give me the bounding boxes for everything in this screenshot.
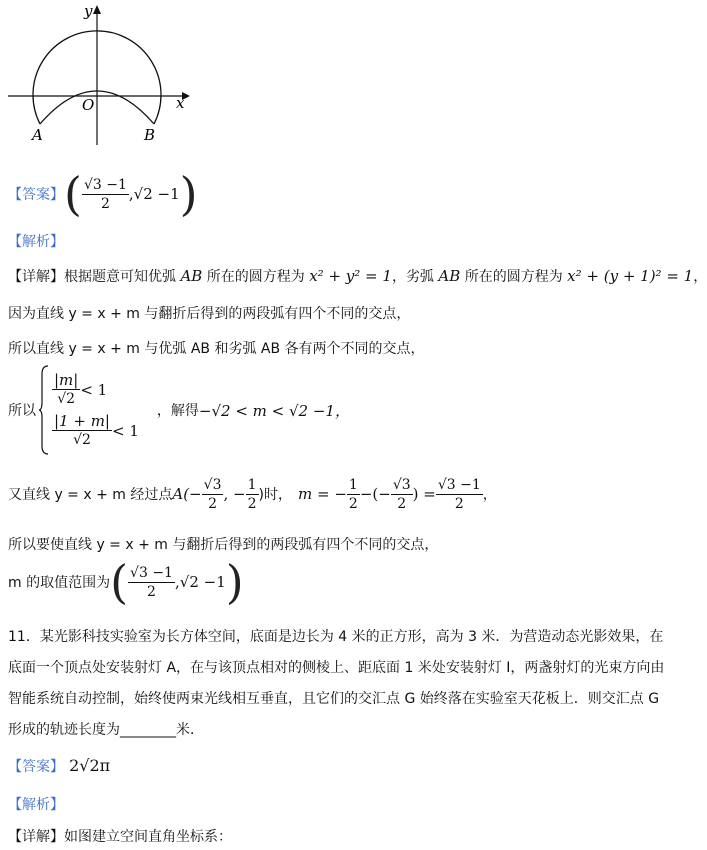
range-tail: 2 −1 [189, 573, 226, 591]
range-prefix: m 的取值范围为 [8, 575, 111, 591]
detail-text-1c: ，劣弧 [391, 269, 434, 285]
point-a-label: A [32, 126, 43, 144]
detail-text-1a: 根据题意可知优弧 [64, 269, 176, 285]
pointa-end: )时， [258, 487, 292, 503]
ineq1-fraction: $\frac{|m|}{√2}$ [54, 371, 79, 407]
range-fraction: $\frac{√3 -1}{2}$ [130, 564, 173, 600]
y-axis-arrow-icon [93, 5, 101, 14]
q11-line1: 11．某光影科技实验室为长方体空间，底面是边长为 4 米的正方形，高为 3 米．为营造动态光影效果，在 [8, 629, 664, 645]
detail-text-1b: 所在的圆方程为 [206, 269, 305, 285]
circle-equation-2: x² + (y + 1)² = 1 [567, 267, 694, 285]
detail2-text: 如图建立空间直角坐标系： [64, 829, 232, 845]
arc-ab-1: AB [180, 267, 203, 285]
left-paren: ( [64, 167, 82, 221]
line5-text: 又直线 y = x + m 经过点 [8, 487, 173, 503]
meq-fraction: $\frac{1}{2}$ [348, 476, 358, 512]
arc-ab-2: AB [438, 267, 461, 285]
detail-label: 【详解】 [8, 269, 64, 285]
q11-line2: 底面一个顶点处安装射灯 A，在与该顶点相对的侧棱上、距底面 1 米处安装射灯 I，两盏射灯的光束方向由 [8, 660, 665, 676]
line5-end: ， [482, 487, 497, 503]
answer2-row [8, 756, 110, 776]
analysis2-label: 【解析】 [8, 797, 64, 813]
answer2-label: 【答案】 [8, 759, 64, 775]
detail-line3: 所以直线 y = x + m 与优弧 AB 和劣弧 AB 各有两个不同的交点， [8, 341, 425, 357]
m3-fraction: $\frac{√3}{2}$ [392, 476, 411, 512]
answer1-tail: 2 −1 [143, 185, 180, 203]
detail2-label: 【详解】 [8, 829, 64, 845]
arc-figure [0, 0, 200, 150]
point-b-label: B [144, 126, 156, 144]
answer1-fraction: $\frac{√3 -1}{2}$ [83, 176, 127, 212]
detail2-line [8, 826, 232, 846]
detail-line5 [8, 470, 497, 518]
solve-expression: −√2 < m < √2 −1， [198, 401, 350, 420]
solve-text: ，解得 [156, 403, 199, 419]
range-row: m 的取值范围为 ( $\frac{√3 -1}{2}$ ,√2 −1 ) [8, 555, 244, 609]
ineq1-rhs: < 1 [80, 380, 108, 399]
ineq2-fraction: $\frac{|1 + m|}{√2}$ [54, 412, 110, 448]
detail-line2: 因为直线 y = x + m 与翻折后得到的两段弧有四个不同的交点， [8, 306, 411, 322]
m-eq: m = − [297, 485, 347, 503]
q11-line3: 智能系统自动控制，始终使两束光线相互垂直，且它们的交汇点 G 始终落在实验室天花板上．则交汇点 G [8, 691, 660, 707]
analysis1-label: 【解析】 [8, 234, 64, 250]
inequality-system-row [8, 362, 350, 458]
range-right-paren: ) [225, 555, 244, 609]
circle-equation-1: x² + y² = 1 [309, 267, 392, 285]
detail-text-1d: 所在的圆方程为 [464, 269, 563, 285]
m-eq2: ) = [412, 485, 436, 503]
left-brace-icon [38, 364, 50, 456]
x-label: x [176, 94, 185, 112]
right-paren: ) [179, 167, 198, 221]
detail-line6: 所以要使直线 y = x + m 与翻折后得到的两段弧有四个不同的交点， [8, 537, 439, 553]
m-minus: −(− [359, 485, 391, 503]
q11-line4: 形成的轨迹长度为________米． [8, 722, 204, 738]
answer1-row: 【答案】 ( $\frac{√3 -1}{2}$ ,√2 −1 ) [8, 167, 198, 221]
m4-fraction: $\frac{√3 -1}{2}$ [437, 476, 481, 512]
detail-line1 [8, 266, 707, 286]
pointa-sep: , − [223, 485, 246, 503]
pointa-x-fraction: $\frac{√3}{2}$ [203, 476, 222, 512]
answer-label: 【答案】 [8, 187, 64, 203]
y-label: y [84, 2, 93, 20]
pointa-y-fraction: $\frac{1}{2}$ [247, 476, 257, 512]
ineq2-rhs: < 1 [111, 421, 139, 440]
origin-label: O [82, 96, 95, 114]
point-a-coord: A(− [172, 485, 202, 503]
answer2-value: 2√2π [69, 756, 111, 775]
detail-text-1e: ， [693, 269, 707, 285]
range-left-paren: ( [110, 555, 129, 609]
suoyi-text: 所以 [8, 403, 36, 419]
